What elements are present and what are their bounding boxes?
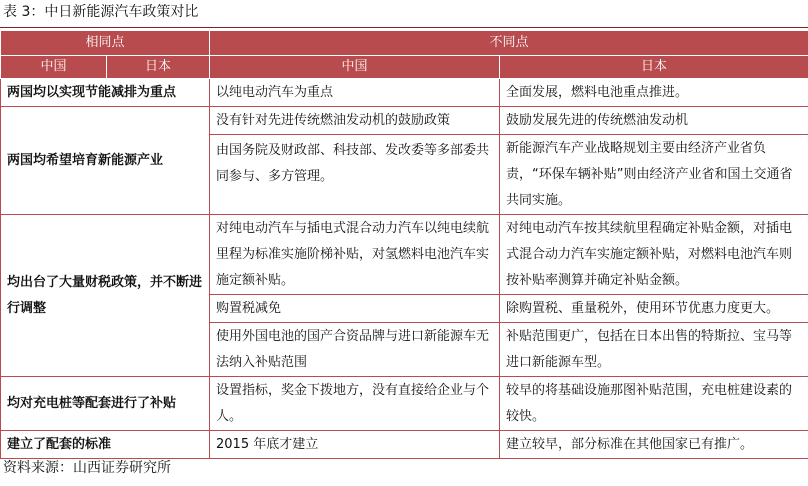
china-cell: 设置指标，奖金下拨地方，没有直接给企业与个人。	[210, 377, 500, 431]
same-point-cell: 均出台了大量财税政策，并不断进行调整	[1, 215, 210, 377]
china-cell: 对纯电动汽车与插电式混合动力汽车以纯电续航里程为标准实施阶梯补贴，对氢燃料电池汽车实施定额补贴。	[210, 215, 500, 295]
japan-cell: 较早的将基础设施那图补贴范围，充电桩建设素的较快。	[500, 377, 808, 431]
japan-cell: 建立较早，部分标准在其他国家已有推广。	[500, 431, 808, 459]
same-point-cell: 两国均希望培育新能源产业	[1, 107, 210, 215]
source-note: 资料来源：山西证券研究所	[3, 460, 171, 476]
table-caption: 表 3：中日新能源汽车政策对比	[3, 4, 199, 20]
japan-cell: 鼓励发展先进的传统燃油发动机	[500, 107, 808, 135]
header-same-china: 中国	[1, 56, 107, 79]
header-row-2	[1, 56, 808, 79]
china-cell: 以纯电动汽车为重点	[210, 79, 500, 107]
table-row	[1, 107, 808, 135]
china-cell: 由国务院及财政部、科技部、发改委等多部委共同参与、多方管理。	[210, 135, 500, 215]
header-same-japan: 日本	[107, 56, 210, 79]
japan-cell: 新能源汽车产业战略规划主要由经济产业省负责，“环保车辆补贴”则由经济产业省和国土交通省共同实施。	[500, 135, 808, 215]
table-row	[1, 377, 808, 431]
table-row	[1, 215, 808, 295]
china-cell: 购置税减免	[210, 295, 500, 323]
same-point-cell: 均对充电桩等配套进行了补贴	[1, 377, 210, 431]
china-cell: 2015 年底才建立	[210, 431, 500, 459]
header-same: 相同点	[1, 31, 210, 56]
japan-cell: 除购置税、重量税外，使用环节优惠力度更大。	[500, 295, 808, 323]
china-cell: 使用外国电池的国产合资品牌与进口新能源车无法纳入补贴范围	[210, 323, 500, 377]
same-point-cell: 两国均以实现节能减排为重点	[1, 79, 210, 107]
japan-cell: 全面发展，燃料电池重点推进。	[500, 79, 808, 107]
comparison-table	[0, 30, 808, 459]
caption-divider	[0, 27, 808, 28]
header-diff-japan: 日本	[500, 56, 808, 79]
header-row-1	[1, 31, 808, 56]
table-row	[1, 431, 808, 459]
japan-cell: 对纯电动汽车按其续航里程确定补贴金额，对插电式混合动力汽车实施定额补贴，对燃料电池汽车则按补贴率测算并确定补贴金额。	[500, 215, 808, 295]
same-point-cell: 建立了配套的标准	[1, 431, 210, 459]
header-diff-china: 中国	[210, 56, 500, 79]
table-row	[1, 79, 808, 107]
header-diff: 不同点	[210, 31, 808, 56]
japan-cell: 补贴范围更广，包括在日本出售的特斯拉、宝马等进口新能源车型。	[500, 323, 808, 377]
china-cell: 没有针对先进传统燃油发动机的鼓励政策	[210, 107, 500, 135]
